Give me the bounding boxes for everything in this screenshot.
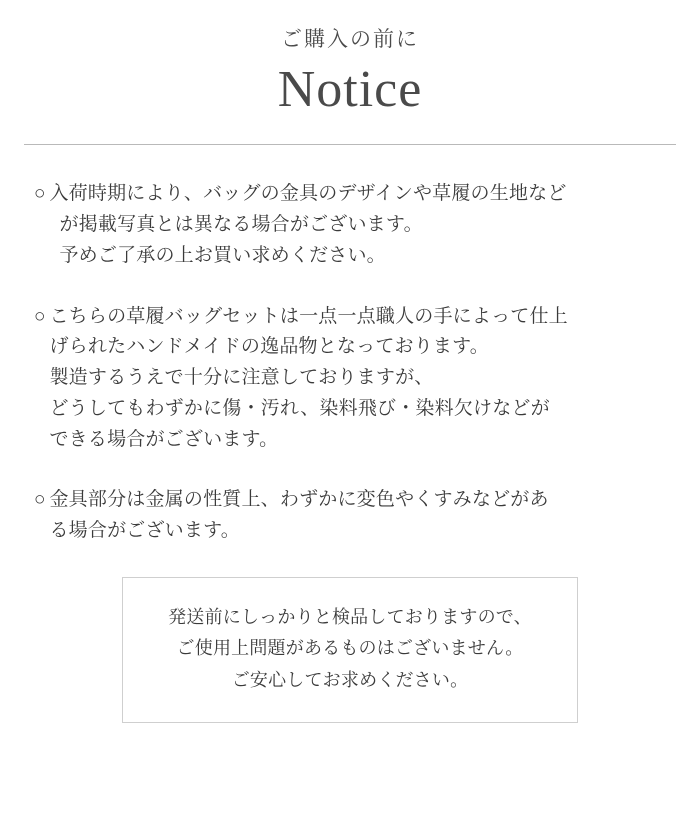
- bullet-icon: ○: [34, 183, 46, 205]
- note-line: 金具部分は金属の性質上、わずかに変色やくすみなどがあ: [49, 489, 549, 511]
- note-text: [49, 302, 567, 456]
- note-text: [49, 179, 566, 271]
- footer-line: ご安心してお求めください。: [231, 669, 469, 690]
- note-item: [34, 302, 666, 456]
- note-line: げられたハンドメイドの逸品物となっております。: [49, 336, 489, 358]
- header-subtitle: ご購入の前に: [281, 27, 419, 51]
- note-line: 製造するうえで十分に注意しておりますが、: [49, 367, 434, 389]
- page-title: Notice: [277, 61, 423, 119]
- note-item: [34, 179, 666, 271]
- footer-line: 発送前にしっかりと検品しておりますので、: [168, 606, 532, 627]
- note-line: が掲載写真とは異なる場合がございます。: [59, 214, 423, 236]
- page-header: [0, 0, 700, 122]
- footer-notice-box: [122, 577, 578, 724]
- bullet-icon: ○: [34, 489, 46, 511]
- bullet-icon: ○: [34, 305, 46, 327]
- notice-content: [0, 145, 700, 723]
- note-line: こちらの草履バッグセットは一点一点職人の手によって仕上: [49, 305, 568, 327]
- note-text: [49, 485, 548, 547]
- footer-line: ご使用上問題があるものはございません。: [176, 638, 524, 659]
- note-item: [34, 485, 666, 547]
- note-line: どうしてもわずかに傷・汚れ、染料飛び・染料欠けなどが: [49, 397, 550, 419]
- note-line: できる場合がございます。: [49, 428, 279, 450]
- note-line: る場合がございます。: [49, 520, 240, 542]
- note-line: 入荷時期により、バッグの金具のデザインや草履の生地など: [49, 183, 567, 205]
- note-line: 予めご了承の上お買い求めください。: [59, 244, 386, 266]
